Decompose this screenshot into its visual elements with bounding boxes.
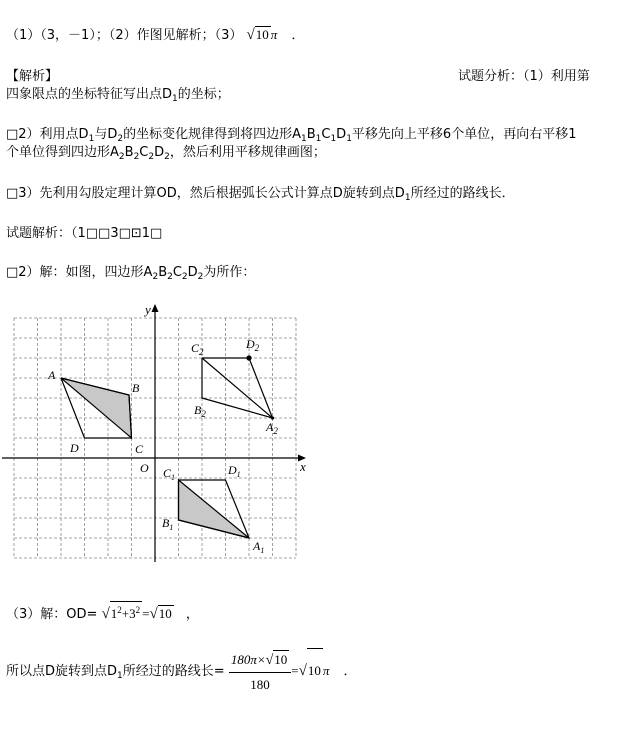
coordinate-grid-figure — [0, 300, 320, 570]
label-c: C — [135, 442, 144, 456]
sqrt-ten-result: √10 — [299, 648, 323, 694]
solution-part-3: （3）解：$OD= √1^2+3^2 =√10$ ， — [6, 601, 199, 623]
analysis-step-2: □2）利用点$D_1$与$D_2$的坐标变化规律得到将四边形$A_1B_1C_1D_1$平移先向上平移6个单位，再向右平移1 — [6, 127, 577, 144]
x-axis-label: x — [300, 459, 306, 474]
label-a2: $A_2$ — [266, 420, 278, 436]
solution-part-2: □2）解：如图，四边形$A_2B_2C_2D_2$为所作： — [6, 265, 256, 282]
solution-title: 试题解析：（1□□3□⊡1□ — [6, 226, 163, 241]
point-d2-marker — [246, 355, 251, 360]
label-c1: $C_1$ — [163, 466, 176, 482]
y-axis-label: y — [145, 302, 151, 317]
label-a1: $A_1$ — [253, 539, 265, 555]
diagonal-c2-a2 — [202, 358, 273, 418]
analysis-line-2: 四象限点的坐标特征写出点$D_1$的坐标； — [6, 87, 230, 104]
analysis-right-text: 试题分析：（1）利用第 — [458, 69, 590, 84]
analysis-heading: 【解析】 — [6, 69, 59, 84]
answer-text: （1）（3，－1）；（2）作图见解析；（3） — [6, 28, 243, 43]
y-axis-arrow — [152, 304, 159, 312]
label-d1: $D_1$ — [228, 463, 241, 479]
solution-arc-length: 所以点D旋转到点$D_1$所经过的路线长= $\frac{180\pi\times√10}{180}$ =√10 π ． — [6, 648, 357, 698]
sqrt-expression: √10 — [246, 27, 269, 43]
label-b: B — [132, 381, 140, 395]
arc-length-fraction: $\frac{180\pi\times√10}{180}$ — [229, 650, 291, 694]
label-b2: $B_2$ — [194, 403, 206, 419]
analysis-step-2-cont: 个单位得到四边形$A_2B_2C_2D_2$，然后利用平移规律画图； — [6, 145, 326, 162]
origin-label: O — [140, 461, 149, 475]
analysis-step-3: □3）先利用勾股定理计算OD，然后根据弧长公式计算点D旋转到点$D_1$所经过的路线长． — [6, 186, 515, 203]
label-a: A — [48, 368, 56, 382]
label-c2: $C_2$ — [191, 341, 204, 357]
sqrt-ten: √10 — [149, 606, 172, 622]
answer-line: （1）（3，－1）；（2）作图见解析；（3） √10 π ． — [6, 27, 305, 43]
label-b1: $B_1$ — [162, 516, 174, 532]
label-d2: $D_2$ — [246, 337, 260, 353]
label-d: D — [70, 441, 79, 455]
sqrt-od-expression: $√1^2+3^2$ — [102, 601, 143, 623]
